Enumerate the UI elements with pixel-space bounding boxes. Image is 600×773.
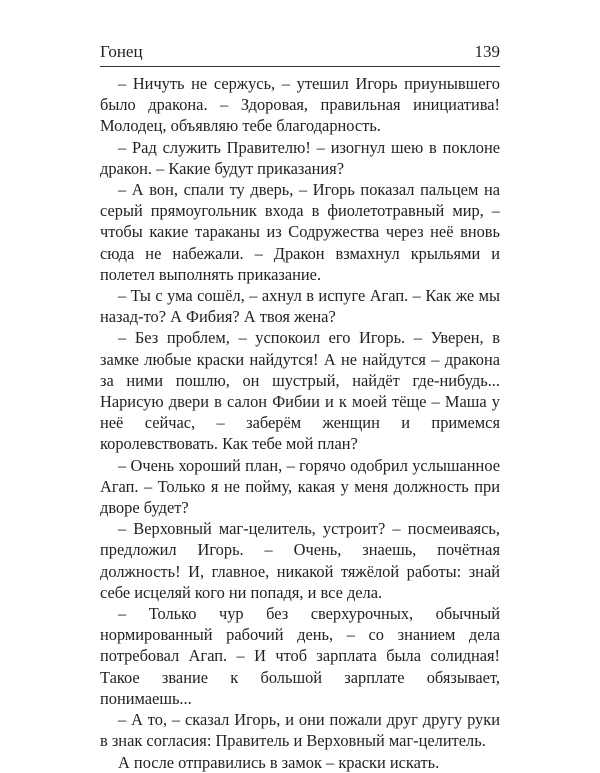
paragraph: – Верховный маг-целитель, устроит? – посмеиваясь, предложил Игорь. – Очень, знаешь, почётная должность! И, главное, никакой тяжёлой работы: знай себе исцеляй кого ни попадя, и все дела.	[100, 519, 500, 602]
paragraph: – А то, – сказал Игорь, и они пожали друг другу руки в знак согласия: Правитель и Верховный маг-целитель.	[100, 710, 500, 751]
paragraph: – Без проблем, – успокоил его Игорь. – Уверен, в замке любые краски найдутся! А не найдутся – дракона за ними пошлю, он шустрый, найдёт где-нибудь... Нарисую двери в салон Фибии и к моей тёще – Маша у неё сейчас, – заберём женщин и примемся королевствовать. Как тебе мой план?	[100, 328, 500, 454]
body-text	[100, 73, 500, 773]
paragraph: – Ничуть не сержусь, – утешил Игорь приунывшего было дракона. – Здоровая, правильная инициатива! Молодец, объявляю тебе благодарность.	[100, 74, 500, 136]
paragraph: – А вон, спали ту дверь, – Игорь показал пальцем на серый прямоугольник входа в фиолетотравный мир, – чтобы какие тараканы из Содружества через неё вновь сюда не набежали. – Дракон взмахнул крыльями и полетел выполнять приказание.	[100, 180, 500, 284]
paragraph: – Очень хороший план, – горячо одобрил услышанное Агап. – Только я не пойму, какая у меня должность при дворе будет?	[100, 455, 500, 518]
paragraph: – Рад служить Правителю! – изогнул шею в поклоне дракон. – Какие будут приказания?	[100, 137, 500, 178]
chapter-title: Гонец	[100, 42, 143, 61]
paragraph: – Ты с ума сошёл, – ахнул в испуге Агап. – Как же мы назад-то? А Фибия? А твоя жена?	[100, 286, 500, 327]
paragraph: – Только чур без сверхурочных, обычный нормированный рабочий день, – со знанием дела потребовал Агап. – И чтоб зарплата была солидная! Такое звание к большой зарплате обязывает, понимаешь...	[100, 604, 500, 708]
paragraph: А после отправились в замок – краски искать.	[118, 752, 440, 772]
page-number: 139	[474, 42, 500, 61]
running-head	[100, 40, 500, 67]
